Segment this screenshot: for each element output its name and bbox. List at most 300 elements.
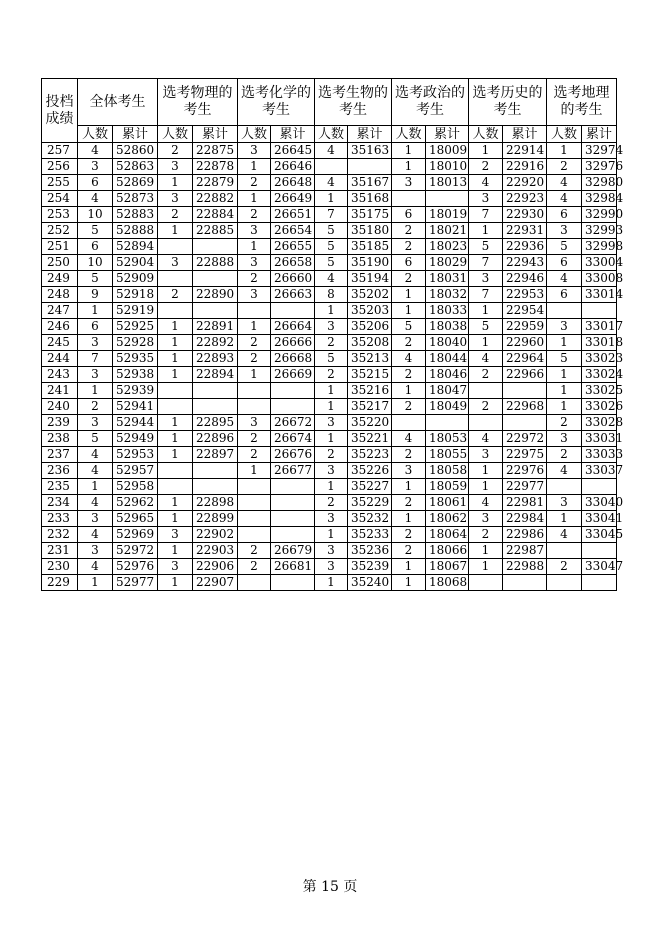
cumulative-cell: 18040 (426, 335, 469, 351)
score-cell: 244 (42, 351, 78, 367)
count-cell: 5 (315, 351, 348, 367)
cumulative-cell: 22902 (193, 527, 238, 543)
cumulative-cell (271, 527, 315, 543)
count-cell: 2 (392, 223, 426, 239)
count-cell: 2 (238, 447, 271, 463)
count-cell: 1 (315, 191, 348, 207)
cumulative-cell (503, 415, 547, 431)
cumulative-cell: 18029 (426, 255, 469, 271)
count-cell: 5 (315, 255, 348, 271)
count-cell: 4 (547, 527, 582, 543)
count-cell: 2 (392, 399, 426, 415)
cumulative-cell: 26655 (271, 239, 315, 255)
cumulative-cell: 52860 (113, 143, 158, 159)
cumulative-cell: 22906 (193, 559, 238, 575)
cumulative-cell: 32998 (582, 239, 617, 255)
count-cell: 2 (392, 527, 426, 543)
cumulative-cell: 22914 (503, 143, 547, 159)
cumulative-cell: 18064 (426, 527, 469, 543)
count-cell: 1 (315, 527, 348, 543)
count-cell: 3 (78, 511, 113, 527)
cumulative-cell: 18067 (426, 559, 469, 575)
cumulative-cell: 22953 (503, 287, 547, 303)
count-cell: 2 (469, 527, 503, 543)
table-row (42, 255, 617, 271)
group-header-politics: 选考政治的考生 (392, 79, 469, 126)
count-cell: 1 (469, 463, 503, 479)
cumulative-cell: 22931 (503, 223, 547, 239)
cumulative-cell: 22966 (503, 367, 547, 383)
cumulative-cell: 26651 (271, 207, 315, 223)
count-cell: 3 (158, 191, 193, 207)
count-cell (238, 575, 271, 591)
count-cell: 3 (315, 463, 348, 479)
count-cell: 6 (78, 175, 113, 191)
count-cell: 7 (78, 351, 113, 367)
cumulative-cell: 22943 (503, 255, 547, 271)
count-cell (238, 303, 271, 319)
score-cell: 255 (42, 175, 78, 191)
cumulative-cell: 52953 (113, 447, 158, 463)
cumulative-cell: 52969 (113, 527, 158, 543)
count-cell: 2 (392, 367, 426, 383)
count-cell: 4 (547, 175, 582, 191)
score-distribution-table (41, 78, 624, 591)
cumulative-cell: 22954 (503, 303, 547, 319)
count-cell: 3 (392, 175, 426, 191)
count-header: 人数 (78, 126, 113, 143)
cumulative-cell: 18044 (426, 351, 469, 367)
cumulative-cell: 35163 (348, 143, 392, 159)
cumulative-cell: 33023 (582, 351, 617, 367)
count-cell (315, 159, 348, 175)
cumulative-cell: 18068 (426, 575, 469, 591)
count-cell (392, 415, 426, 431)
cumulative-cell: 35216 (348, 383, 392, 399)
count-cell: 7 (469, 287, 503, 303)
cumulative-cell: 33028 (582, 415, 617, 431)
cumulative-cell: 52925 (113, 319, 158, 335)
count-cell: 3 (238, 143, 271, 159)
cumulative-cell (271, 511, 315, 527)
cumulative-cell: 18053 (426, 431, 469, 447)
table-row (42, 319, 617, 335)
cumulative-cell: 52888 (113, 223, 158, 239)
cumulative-cell (193, 463, 238, 479)
cumulative-cell: 35190 (348, 255, 392, 271)
count-cell: 1 (469, 543, 503, 559)
count-cell: 3 (315, 511, 348, 527)
cumulative-cell: 52957 (113, 463, 158, 479)
count-cell: 2 (392, 447, 426, 463)
count-cell: 1 (392, 383, 426, 399)
cumulative-cell: 52962 (113, 495, 158, 511)
count-cell: 1 (78, 479, 113, 495)
count-cell: 5 (78, 431, 113, 447)
count-cell: 3 (238, 255, 271, 271)
count-cell: 1 (158, 319, 193, 335)
cumulative-cell: 52949 (113, 431, 158, 447)
count-cell (158, 399, 193, 415)
cumulative-cell: 22890 (193, 287, 238, 303)
cumulative-cell: 32990 (582, 207, 617, 223)
score-cell: 251 (42, 239, 78, 255)
cumulative-cell: 35213 (348, 351, 392, 367)
count-cell: 2 (315, 367, 348, 383)
cumulative-cell: 35180 (348, 223, 392, 239)
count-cell: 1 (78, 383, 113, 399)
count-cell: 1 (547, 511, 582, 527)
cumulative-cell: 35229 (348, 495, 392, 511)
score-cell: 238 (42, 431, 78, 447)
cumulative-cell: 52919 (113, 303, 158, 319)
count-cell: 1 (315, 431, 348, 447)
count-cell: 1 (158, 511, 193, 527)
cumulative-cell: 22897 (193, 447, 238, 463)
count-header: 人数 (238, 126, 271, 143)
count-cell: 4 (469, 495, 503, 511)
count-cell: 10 (78, 255, 113, 271)
count-cell: 3 (469, 511, 503, 527)
cumulative-cell: 26677 (271, 463, 315, 479)
count-cell: 1 (469, 559, 503, 575)
cumulative-cell: 22891 (193, 319, 238, 335)
cumulative-cell: 35227 (348, 479, 392, 495)
cumulative-cell: 18032 (426, 287, 469, 303)
count-cell: 5 (469, 319, 503, 335)
cumulative-cell: 18021 (426, 223, 469, 239)
count-cell (547, 479, 582, 495)
score-cell: 246 (42, 319, 78, 335)
count-cell: 3 (315, 415, 348, 431)
cumulative-cell: 26676 (271, 447, 315, 463)
page-number: 第 15 页 (302, 879, 358, 895)
cumulative-cell: 35208 (348, 335, 392, 351)
count-cell: 4 (78, 447, 113, 463)
score-cell: 248 (42, 287, 78, 303)
cumulative-cell: 52894 (113, 239, 158, 255)
table-row (42, 415, 617, 431)
cumulative-cell: 22930 (503, 207, 547, 223)
table-row (42, 383, 617, 399)
count-cell: 4 (78, 143, 113, 159)
count-cell: 2 (238, 351, 271, 367)
cumulative-cell: 33026 (582, 399, 617, 415)
count-cell: 2 (392, 495, 426, 511)
table-row (42, 159, 617, 175)
count-cell (469, 415, 503, 431)
count-cell: 8 (315, 287, 348, 303)
cumulative-cell: 22972 (503, 431, 547, 447)
cumulative-header: 累计 (348, 126, 392, 143)
count-cell: 1 (158, 431, 193, 447)
count-cell: 6 (547, 255, 582, 271)
table-header (42, 79, 617, 143)
count-cell: 5 (547, 239, 582, 255)
count-cell: 1 (158, 351, 193, 367)
score-cell: 237 (42, 447, 78, 463)
count-cell: 5 (392, 319, 426, 335)
score-cell: 247 (42, 303, 78, 319)
count-cell: 1 (392, 159, 426, 175)
count-cell (238, 479, 271, 495)
count-cell (238, 511, 271, 527)
cumulative-cell: 33045 (582, 527, 617, 543)
cumulative-cell: 33025 (582, 383, 617, 399)
count-cell: 6 (547, 287, 582, 303)
cumulative-cell: 22977 (503, 479, 547, 495)
cumulative-cell: 18038 (426, 319, 469, 335)
count-cell: 1 (238, 319, 271, 335)
cumulative-cell: 22875 (193, 143, 238, 159)
table-row (42, 495, 617, 511)
count-cell: 1 (469, 303, 503, 319)
cumulative-cell: 35175 (348, 207, 392, 223)
cumulative-cell: 35215 (348, 367, 392, 383)
cumulative-cell: 33041 (582, 511, 617, 527)
cumulative-cell: 22878 (193, 159, 238, 175)
table-row (42, 479, 617, 495)
cumulative-cell: 18062 (426, 511, 469, 527)
cumulative-cell (582, 303, 617, 319)
count-cell: 4 (469, 175, 503, 191)
cumulative-cell (348, 159, 392, 175)
count-cell (158, 239, 193, 255)
table-row (42, 207, 617, 223)
cumulative-cell: 35223 (348, 447, 392, 463)
cumulative-cell: 22920 (503, 175, 547, 191)
count-cell: 1 (547, 143, 582, 159)
count-cell (469, 383, 503, 399)
cumulative-cell: 22975 (503, 447, 547, 463)
table-row (42, 463, 617, 479)
cumulative-cell: 18033 (426, 303, 469, 319)
cumulative-header: 累计 (426, 126, 469, 143)
cumulative-cell: 52928 (113, 335, 158, 351)
score-cell: 229 (42, 575, 78, 591)
cumulative-cell: 33014 (582, 287, 617, 303)
cumulative-cell: 52972 (113, 543, 158, 559)
cumulative-cell (193, 303, 238, 319)
cumulative-cell: 26645 (271, 143, 315, 159)
table-row (42, 399, 617, 415)
count-cell: 3 (238, 415, 271, 431)
table-row (42, 511, 617, 527)
cumulative-cell: 26660 (271, 271, 315, 287)
table-row (42, 447, 617, 463)
count-cell (469, 575, 503, 591)
count-cell: 3 (547, 495, 582, 511)
count-cell: 3 (315, 319, 348, 335)
count-cell (547, 303, 582, 319)
score-cell: 236 (42, 463, 78, 479)
cumulative-cell (193, 239, 238, 255)
count-cell (392, 191, 426, 207)
count-cell: 3 (158, 527, 193, 543)
count-cell: 3 (469, 271, 503, 287)
table-row (42, 367, 617, 383)
cumulative-cell: 18059 (426, 479, 469, 495)
count-cell: 3 (158, 255, 193, 271)
cumulative-cell: 18046 (426, 367, 469, 383)
cumulative-cell: 18013 (426, 175, 469, 191)
cumulative-cell: 52977 (113, 575, 158, 591)
count-cell: 6 (392, 255, 426, 271)
group-header-all: 全体考生 (78, 79, 158, 126)
count-cell: 1 (78, 303, 113, 319)
cumulative-cell: 52944 (113, 415, 158, 431)
score-cell: 254 (42, 191, 78, 207)
count-cell: 3 (78, 159, 113, 175)
cumulative-cell: 33040 (582, 495, 617, 511)
cumulative-cell: 26669 (271, 367, 315, 383)
count-cell: 4 (78, 559, 113, 575)
cumulative-cell: 26658 (271, 255, 315, 271)
count-cell: 2 (238, 207, 271, 223)
count-cell: 1 (158, 367, 193, 383)
cumulative-cell: 22988 (503, 559, 547, 575)
count-cell: 1 (469, 479, 503, 495)
count-header: 人数 (469, 126, 503, 143)
count-cell: 4 (547, 191, 582, 207)
count-cell: 1 (238, 239, 271, 255)
cumulative-cell (582, 575, 617, 591)
cumulative-cell: 32984 (582, 191, 617, 207)
count-cell: 3 (78, 415, 113, 431)
count-header: 人数 (315, 126, 348, 143)
count-cell: 3 (78, 543, 113, 559)
cumulative-cell: 22984 (503, 511, 547, 527)
count-cell: 4 (78, 463, 113, 479)
table-row (42, 559, 617, 575)
cumulative-cell: 35233 (348, 527, 392, 543)
count-cell: 5 (78, 223, 113, 239)
cumulative-cell: 18009 (426, 143, 469, 159)
count-cell: 3 (547, 431, 582, 447)
cumulative-cell: 22981 (503, 495, 547, 511)
count-cell: 2 (158, 287, 193, 303)
cumulative-cell (426, 191, 469, 207)
count-header: 人数 (158, 126, 193, 143)
count-cell: 1 (547, 335, 582, 351)
count-cell: 5 (78, 271, 113, 287)
count-cell: 2 (469, 367, 503, 383)
count-cell (158, 303, 193, 319)
count-cell: 4 (392, 431, 426, 447)
count-cell: 4 (469, 431, 503, 447)
table-row (42, 335, 617, 351)
score-cell: 231 (42, 543, 78, 559)
count-cell: 6 (78, 319, 113, 335)
cumulative-cell: 18023 (426, 239, 469, 255)
cumulative-cell: 52976 (113, 559, 158, 575)
count-cell: 1 (158, 175, 193, 191)
count-cell: 1 (238, 191, 271, 207)
cumulative-cell: 26679 (271, 543, 315, 559)
count-cell (158, 463, 193, 479)
cumulative-cell: 26668 (271, 351, 315, 367)
cumulative-cell: 33031 (582, 431, 617, 447)
count-cell (238, 527, 271, 543)
count-cell: 4 (392, 351, 426, 367)
count-cell: 1 (392, 287, 426, 303)
count-cell: 2 (392, 239, 426, 255)
count-cell: 2 (392, 543, 426, 559)
cumulative-header: 累计 (582, 126, 617, 143)
cumulative-cell: 35203 (348, 303, 392, 319)
score-cell: 240 (42, 399, 78, 415)
count-cell: 5 (315, 223, 348, 239)
count-cell: 3 (547, 319, 582, 335)
count-cell: 3 (392, 463, 426, 479)
count-cell: 2 (238, 543, 271, 559)
cumulative-cell: 22936 (503, 239, 547, 255)
cumulative-cell: 52904 (113, 255, 158, 271)
count-cell (238, 399, 271, 415)
cumulative-cell: 32976 (582, 159, 617, 175)
cumulative-cell: 22903 (193, 543, 238, 559)
cumulative-cell: 35168 (348, 191, 392, 207)
cumulative-cell: 26649 (271, 191, 315, 207)
cumulative-cell: 22959 (503, 319, 547, 335)
count-cell: 1 (158, 415, 193, 431)
cumulative-cell: 26674 (271, 431, 315, 447)
cumulative-header: 累计 (193, 126, 238, 143)
cumulative-cell: 52873 (113, 191, 158, 207)
count-cell: 2 (158, 207, 193, 223)
score-cell: 234 (42, 495, 78, 511)
count-cell: 1 (469, 223, 503, 239)
score-cell: 239 (42, 415, 78, 431)
count-cell: 2 (315, 447, 348, 463)
cumulative-cell (271, 303, 315, 319)
cumulative-cell: 26663 (271, 287, 315, 303)
cumulative-cell (271, 383, 315, 399)
count-cell: 3 (315, 543, 348, 559)
cumulative-cell: 26646 (271, 159, 315, 175)
count-cell: 2 (547, 159, 582, 175)
cumulative-cell (193, 479, 238, 495)
count-cell: 2 (238, 335, 271, 351)
count-cell: 3 (238, 223, 271, 239)
table-row (42, 223, 617, 239)
count-cell: 3 (469, 447, 503, 463)
cumulative-cell: 52869 (113, 175, 158, 191)
table-row (42, 271, 617, 287)
count-cell: 4 (78, 495, 113, 511)
count-cell: 2 (547, 559, 582, 575)
score-cell: 252 (42, 223, 78, 239)
table-row (42, 191, 617, 207)
cumulative-cell: 22899 (193, 511, 238, 527)
count-cell: 1 (158, 223, 193, 239)
table-row (42, 175, 617, 191)
cumulative-cell: 35220 (348, 415, 392, 431)
cumulative-cell: 32993 (582, 223, 617, 239)
count-cell: 4 (78, 527, 113, 543)
count-cell: 1 (392, 511, 426, 527)
cumulative-cell: 52941 (113, 399, 158, 415)
cumulative-header: 累计 (503, 126, 547, 143)
group-header-geography: 选考地理的考生 (547, 79, 617, 126)
cumulative-cell: 22960 (503, 335, 547, 351)
cumulative-cell: 33024 (582, 367, 617, 383)
count-cell: 4 (315, 271, 348, 287)
table-row (42, 287, 617, 303)
count-cell: 1 (158, 447, 193, 463)
cumulative-cell: 22898 (193, 495, 238, 511)
cumulative-cell: 18055 (426, 447, 469, 463)
